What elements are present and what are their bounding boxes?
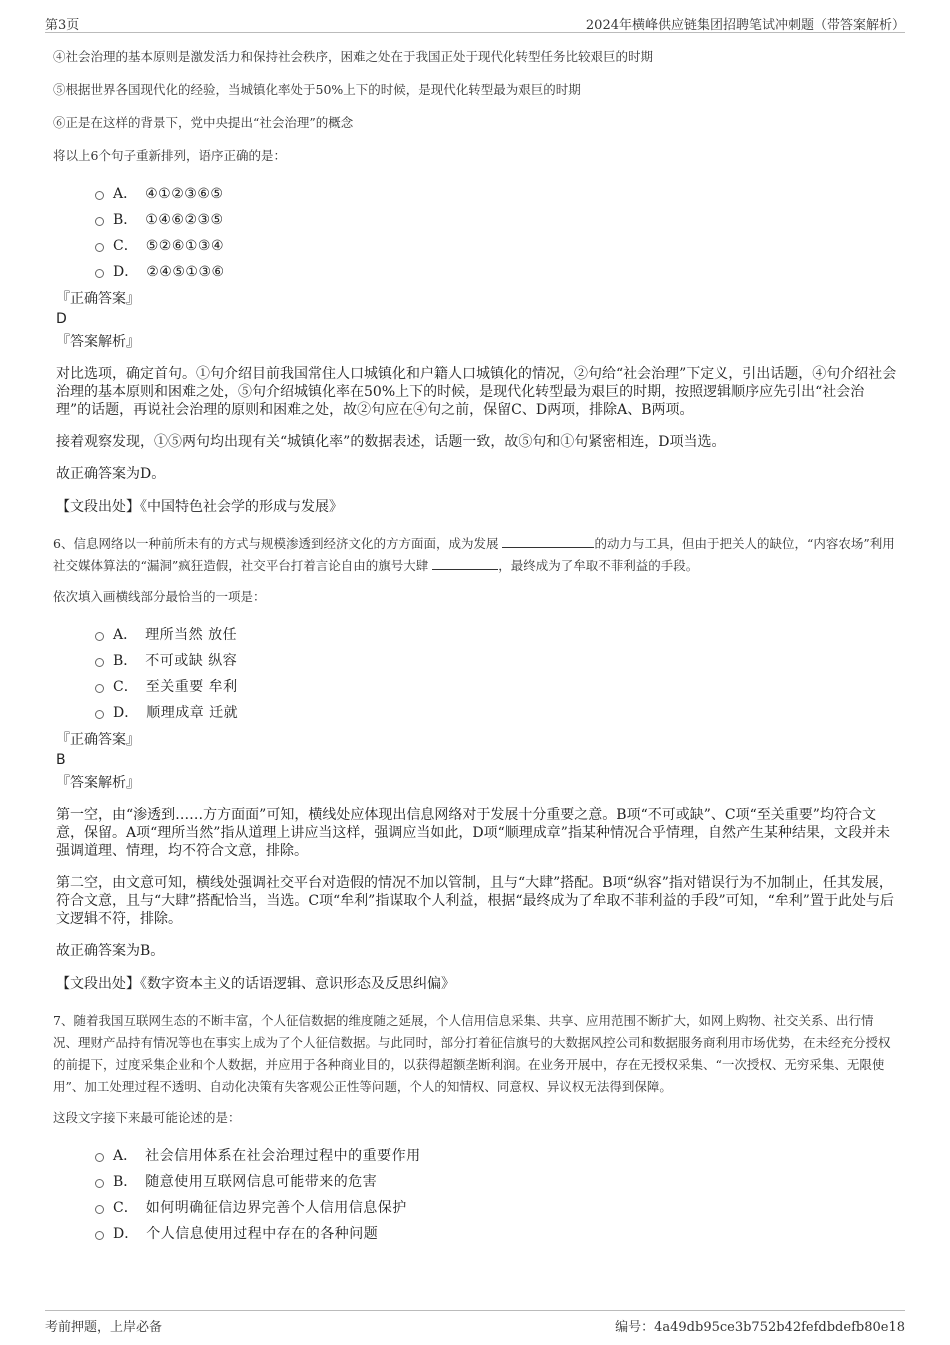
q6-analysis-p1: 第一空，由“渗透到……方方面面”可知，横线处应体现出信息网络对于发展十分重要之意。B项“不可或缺”、C项“至关重要”均符合文意，保留。A项“理所当然”指从道理上讲应当这样，强调应当如此，D项“顺理成章”指某种情况合乎情理，自然产生某种结果，文段并未强调道理、情理，均不符合文意，排除。 — [56, 807, 890, 859]
q5-analysis-p2: 接着观察发现，①⑤两句均出现有关“城镇化率”的数据表述，话题一致，故⑤句和①句紧密相连，D项当选。 — [56, 434, 726, 450]
page-header — [45, 12, 905, 33]
q6-answer-value: B — [56, 752, 66, 768]
q6-options — [95, 622, 898, 726]
radio-icon[interactable] — [95, 710, 104, 719]
radio-icon[interactable] — [95, 1231, 104, 1240]
radio-icon[interactable] — [95, 1179, 104, 1188]
q6-instruction: 依次填入画横线部分最恰当的一项是： — [53, 589, 266, 604]
q5-answer-label: 『正确答案』 — [56, 291, 140, 307]
radio-icon[interactable] — [95, 243, 104, 252]
q6-answer-label: 『正确答案』 — [56, 732, 140, 748]
page-footer — [45, 1310, 905, 1335]
q5-option-a[interactable]: A． ④①②③⑥⑤ — [95, 181, 898, 207]
q5-analysis-label: 『答案解析』 — [56, 334, 140, 350]
q6-option-a[interactable]: A． 理所当然 放任 — [95, 622, 898, 648]
q5-option-c[interactable]: C． ⑤②⑥①③④ — [95, 233, 898, 259]
radio-icon[interactable] — [95, 1153, 104, 1162]
document-body — [53, 46, 898, 1251]
q7-instruction: 这段文字接下来最可能论述的是： — [53, 1110, 241, 1125]
q7-option-d[interactable]: D． 个人信息使用过程中存在的各种问题 — [95, 1221, 898, 1247]
q7-option-c[interactable]: C． 如何明确征信边界完善个人信用信息保护 — [95, 1195, 898, 1221]
radio-icon[interactable] — [95, 191, 104, 200]
q5-options — [95, 181, 898, 285]
q7-option-b[interactable]: B． 随意使用互联网信息可能带来的危害 — [95, 1169, 898, 1195]
q6-option-b[interactable]: B． 不可或缺 纵容 — [95, 648, 898, 674]
q5-sentence-4: ④社会治理的基本原则是激发活力和保持社会秩序，困难之处在于我国正处于现代化转型任务比较艰巨的时期 — [53, 49, 654, 64]
document-title: 2024年横峰供应链集团招聘笔试冲刺题（带答案解析） — [585, 18, 905, 33]
q5-analysis-p3: 故正确答案为D。 — [56, 466, 166, 482]
blank-line-1 — [502, 533, 594, 548]
q7-option-a[interactable]: A． 社会信用体系在社会治理过程中的重要作用 — [95, 1143, 898, 1169]
q7-stem: 7、随着我国互联网生态的不断丰富，个人征信数据的维度随之延展，个人信用信息采集、共享、应用范围不断扩大，如网上购物、社交关系、出行情况、理财产品持有情况等也在事实上成为了个人征信数据。与此同时，部分打着征信旗号的大数据风控公司和数据服务商利用市场优势，在未经充分授权的前提下，过度采集企业和个人数据，并应用于各种商业目的，以获得超额垄断利润。在业务开展中，存在无授权采集、“一次授权、无穷采集、无限使用”、加工处理过程不透明、自动化决策有失客观公正性等问题，个人的知情权、同意权、异议权无法得到保障。 — [53, 1013, 891, 1094]
page-number: 第3页 — [45, 18, 80, 33]
q6-source: 【文段出处】《数字资本主义的话语逻辑、意识形态及反思纠偏》 — [56, 976, 455, 992]
radio-icon[interactable] — [95, 217, 104, 226]
q5-sentence-5: ⑤根据世界各国现代化的经验，当城镇化率处于50%上下的时候，是现代化转型最为艰巨的时期 — [53, 82, 581, 97]
radio-icon[interactable] — [95, 269, 104, 278]
document-id: 编号：4a49db95ce3b752b42fefdbdefb80e18 — [615, 1320, 905, 1335]
q5-sentence-6: ⑥正是在这样的背景下，党中央提出“社会治理”的概念 — [53, 115, 354, 130]
radio-icon[interactable] — [95, 684, 104, 693]
radio-icon[interactable] — [95, 632, 104, 641]
q6-option-c[interactable]: C． 至关重要 牟利 — [95, 674, 898, 700]
footer-slogan: 考前押题，上岸必备 — [45, 1320, 163, 1335]
q5-instruction: 将以上6个句子重新排列，语序正确的是： — [53, 148, 286, 163]
q6-analysis-label: 『答案解析』 — [56, 775, 140, 791]
q6-analysis-p2: 第二空，由文意可知，横线处强调社交平台对造假的情况不加以管制，且与“大肆”搭配。B项“纵容”指对错误行为不加制止，任其发展，符合文意，且与“大肆”搭配恰当，当选。C项“牟利”指谋取个人利益，根据“最终成为了牟取不菲利益的手段”可知，“牟利”置于此处与后文逻辑不符，排除。 — [56, 875, 894, 927]
blank-line-2 — [432, 555, 498, 570]
q7-options — [95, 1143, 898, 1247]
q6-stem: 6、信息网络以一种前所未有的方式与规模渗透到经济文化的方方面面，成为发展 的动力与工具，但由于把关人的缺位，“内容农场”利用社交媒体算法的“漏洞”疯狂造假，社交平台打着言论自由的旗号大肆 ，最终成为了牟取不菲利益的手段。 — [53, 533, 898, 577]
q6-analysis-p3: 故正确答案为B。 — [56, 943, 165, 959]
radio-icon[interactable] — [95, 658, 104, 667]
q5-answer-value: D — [56, 311, 67, 327]
q6-option-d[interactable]: D． 顺理成章 迁就 — [95, 700, 898, 726]
q5-option-b[interactable]: B． ①④⑥②③⑤ — [95, 207, 898, 233]
q5-source: 【文段出处】《中国特色社会学的形成与发展》 — [56, 499, 343, 515]
q5-analysis-p1: 对比选项，确定首句。①句介绍目前我国常住人口城镇化和户籍人口城镇化的情况，②句给“社会治理”下定义，引出话题，④句介绍社会治理的基本原则和困难之处，⑤句介绍城镇化率在50%上下的时候，是现代化转型最为艰巨的时期，按照逻辑顺序应先引出“社会治理”的话题，再说社会治理的原则和困难之处，故②句应在④句之前，保留C、D两项，排除A、B两项。 — [56, 366, 897, 418]
radio-icon[interactable] — [95, 1205, 104, 1214]
q5-option-d[interactable]: D． ②④⑤①③⑥ — [95, 259, 898, 285]
